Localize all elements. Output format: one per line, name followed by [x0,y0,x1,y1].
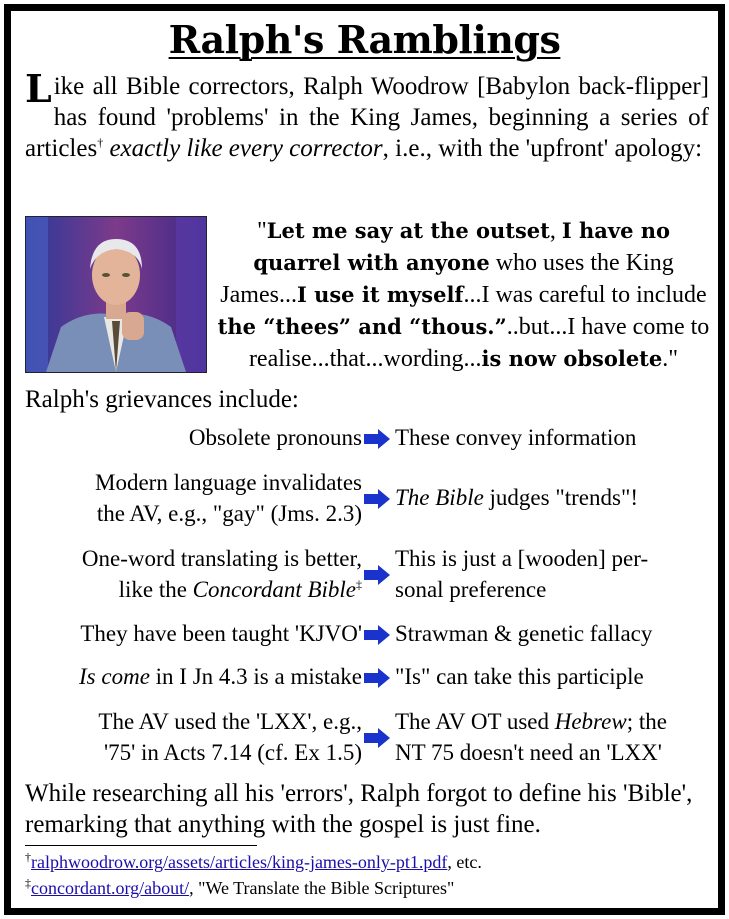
grievance-right: This is just a [wooden] per- [395,546,649,571]
grievance-left-line2: the AV, e.g., "gay" (Jms. 2.3) [96,501,362,526]
footnote-1-link[interactable]: ralphwoodrow.org/assets/articles/king-james-only-pt1.pdf [31,852,448,872]
speaker-photo [25,216,207,373]
right-arrow-icon [363,728,391,748]
right-arrow-icon [363,429,391,449]
footnote-2-link[interactable]: concordant.org/about/ [31,878,190,898]
quote-text-3: ...I was careful to include [463,282,707,308]
grievance-left-italic: Is come [79,664,150,689]
grievance-right [395,708,667,736]
right-arrow-icon [363,625,391,645]
page-frame [4,4,725,915]
intro-text-1: ike all Bible correctors, Ralph Woodrow [Babylon back-flipper] has found 'problems' in the King James, beginning a series of articles [25,73,709,162]
intro-text-2: , i.e., with the 'upfront' apology: [382,135,703,162]
quote-open: " [256,218,267,244]
grievance-left: They have been taught 'KJVO' [80,621,362,646]
quote-bold-1: Let me say at the outset [266,218,550,243]
quote-close: ." [662,346,679,372]
quote-bold-3: I use it myself [296,282,464,307]
footnote-1-mark: † [25,850,31,864]
grievance-left: The AV used the 'LXX', e.g., [98,709,362,734]
quote-bold-4: the “thees” and “thous.” [217,314,507,339]
grievance-left-text: like the [118,577,193,602]
right-arrow-icon [363,489,391,509]
dagger-mark: † [97,135,104,150]
footnote-2-text: , "We Translate the Bible Scriptures" [189,878,455,898]
right-arrow-icon [363,668,391,688]
footnote-2 [25,877,454,899]
quote-bold-2: I have no quarrel with anyone [253,218,671,275]
grievance-right-text: judges "trends"! [483,485,638,510]
intro-paragraph [25,66,709,164]
grievance-right-line2: NT 75 doesn't need an 'LXX' [395,740,662,765]
footnote-1-text: , etc. [447,852,482,872]
closing-paragraph: While researching all his 'errors', Ralph forgot to define his 'Bible', remarking that anything with the gospel is just fine. [25,780,693,838]
footnote-divider [25,845,257,846]
quote-bold-5: is now obsolete [481,346,663,371]
grievance-left-line2: '75' in Acts 7.14 (cf. Ex 1.5) [103,740,362,765]
footnote-1 [25,851,482,873]
grievance-left [79,663,362,691]
grievances-heading: Ralph's grievances include: [25,386,299,413]
page-title: Ralph's Ramblings [168,17,561,62]
grievance-left: One-word translating is better, [81,546,362,571]
footnote-2-mark: ‡ [25,876,31,890]
double-dagger-mark: ‡ [356,577,362,592]
grievance-right-line2: sonal preference [395,577,547,602]
grievance-left: Modern language invalidates [95,470,362,495]
grievance-left-line2 [119,576,362,604]
grievance-right [395,484,638,512]
grievance-right-text-2: ; the [626,709,667,734]
grievance-right-text: The AV OT used [395,709,555,734]
quote-text-2: who uses the King James... [220,250,674,308]
intro-italic: exactly like every corrector [103,135,383,162]
quote-text-4: ..but...I have come to realise...that...wording... [248,314,710,372]
right-arrow-icon [363,565,391,585]
grievance-left: Obsolete pronouns [188,425,362,450]
grievance-right: Strawman & genetic fallacy [395,621,653,646]
grievance-right: "Is" can take this participle [395,664,644,689]
grievance-left-text: in I Jn 4.3 is a mistake [149,664,362,689]
grievance-right: These convey information [395,425,637,450]
grievance-right-italic: The Bible [395,485,484,510]
quote-text-1: , [549,218,562,244]
grievance-left-italic: Concordant Bible [192,577,356,602]
drop-cap: L [25,66,52,111]
grievance-right-italic: Hebrew [554,709,627,734]
quote-block [215,215,712,375]
